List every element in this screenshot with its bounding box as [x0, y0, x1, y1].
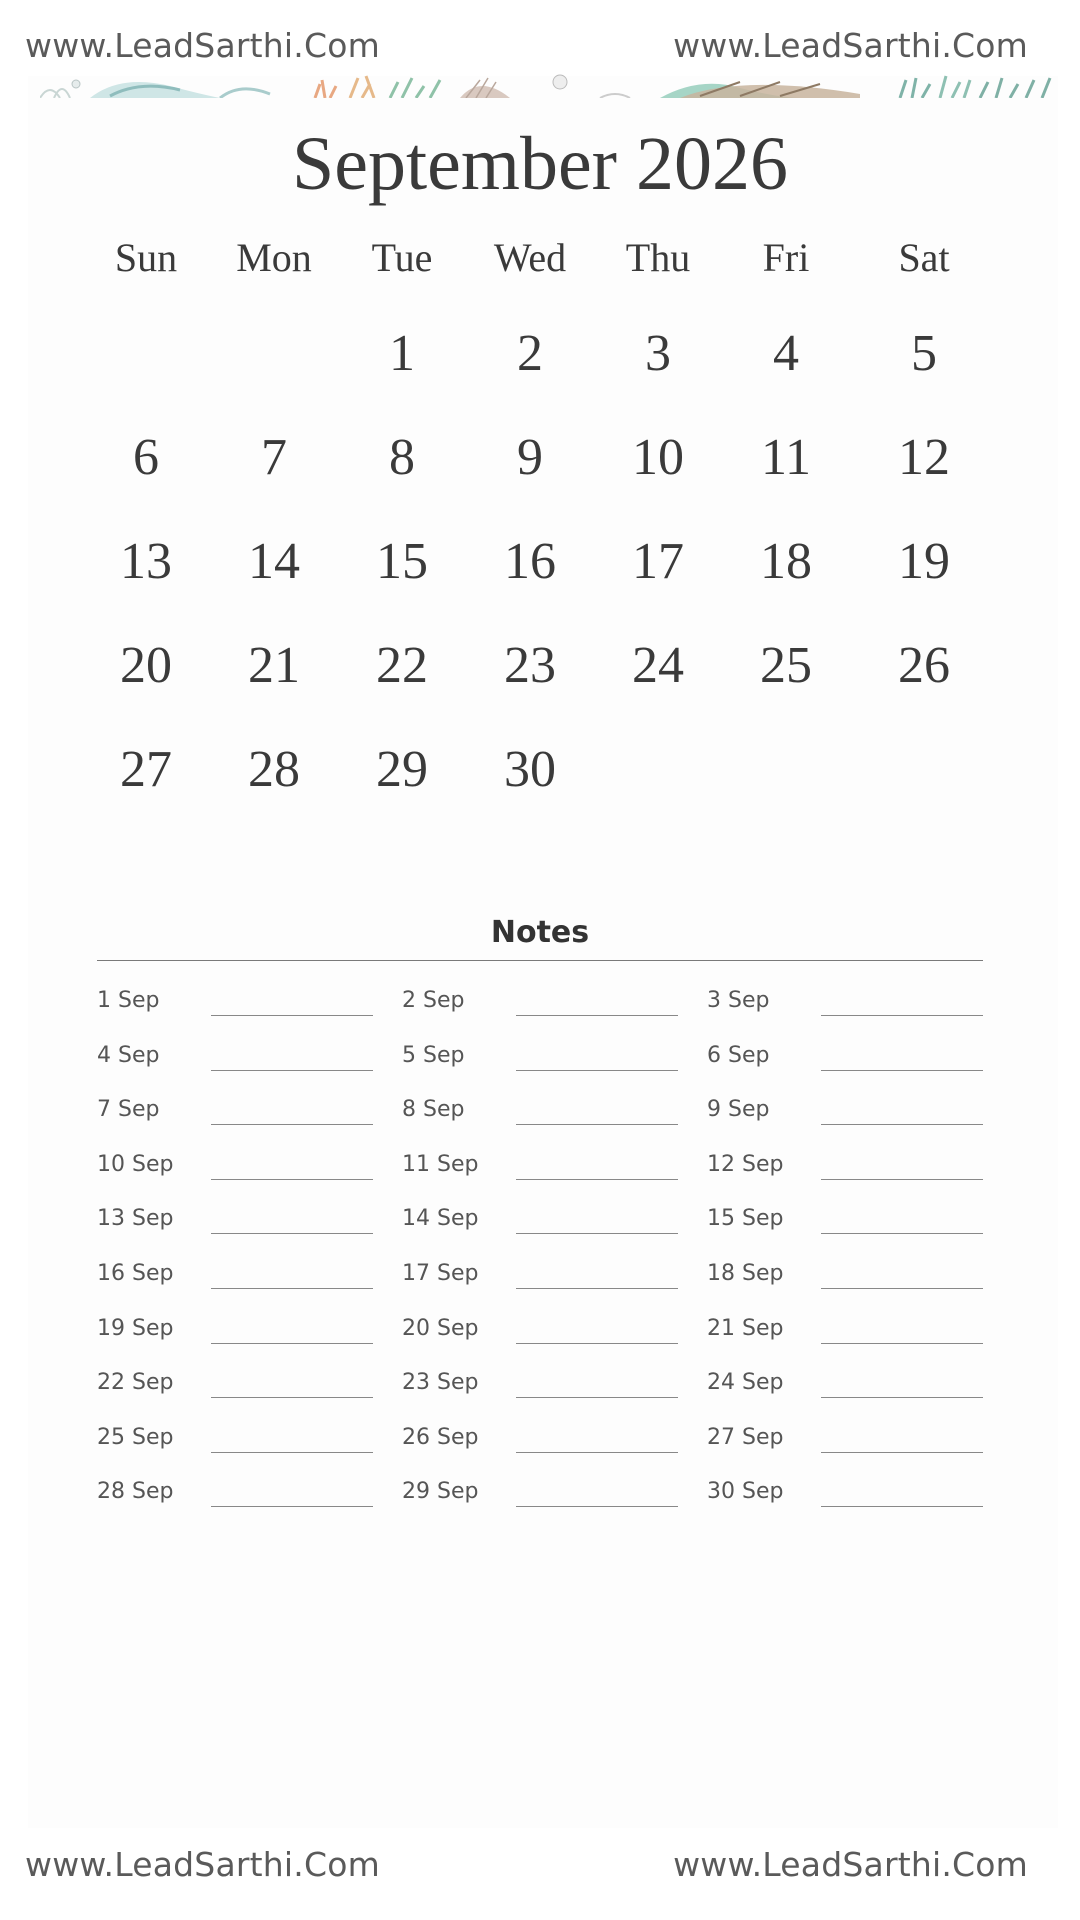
note-date-label: 20 Sep — [402, 1315, 479, 1341]
note-date-label: 26 Sep — [402, 1424, 479, 1450]
notes-divider — [97, 960, 983, 961]
note-write-line — [821, 1233, 983, 1234]
note-date-label: 18 Sep — [707, 1261, 784, 1286]
note-date-label: 12 Sep — [707, 1151, 784, 1177]
note-date-label: 27 Sep — [707, 1424, 784, 1450]
watermark-bottom-right: www.LeadSarthi.Com — [673, 1845, 1028, 1884]
note-write-line — [211, 1506, 373, 1507]
note-date-label: 17 Sep — [402, 1261, 479, 1286]
calendar-day-26: 26 — [898, 637, 950, 694]
note-date-label: 8 Sep — [402, 1097, 465, 1123]
calendar-day-9: 9 — [517, 429, 543, 486]
note-date-label: 24 Sep — [707, 1370, 784, 1396]
watermark-top-right: www.LeadSarthi.Com — [673, 26, 1028, 65]
note-write-line — [821, 1397, 983, 1398]
note-date-label: 13 Sep — [97, 1206, 174, 1232]
note-write-line — [516, 1343, 678, 1344]
note-date-label: 19 Sep — [97, 1315, 174, 1341]
note-date-label: 6 Sep — [707, 1042, 770, 1068]
note-date-label: 5 Sep — [402, 1042, 465, 1068]
note-write-line — [211, 1452, 373, 1453]
calendar-day-2: 2 — [517, 325, 543, 382]
note-write-line — [211, 1015, 373, 1016]
month-title: September 2026 — [291, 122, 788, 206]
calendar-day-3: 3 — [645, 325, 671, 382]
calendar-day-23: 23 — [504, 637, 556, 694]
note-write-line — [821, 1506, 983, 1507]
calendar-day-24: 24 — [632, 637, 684, 694]
note-write-line — [211, 1288, 373, 1289]
coral-seashell-illustration — [40, 74, 1056, 98]
note-write-line — [821, 1452, 983, 1453]
note-date-label: 15 Sep — [707, 1206, 784, 1232]
note-date-label: 7 Sep — [97, 1097, 160, 1123]
note-date-label: 22 Sep — [97, 1370, 174, 1396]
note-write-line — [211, 1397, 373, 1398]
note-write-line — [516, 1397, 678, 1398]
calendar-day-28: 28 — [248, 741, 300, 798]
calendar-day-21: 21 — [248, 637, 300, 694]
watermark-top-left: www.LeadSarthi.Com — [25, 26, 380, 65]
note-date-label: 3 Sep — [707, 988, 770, 1013]
note-write-line — [516, 1124, 678, 1125]
weekday-mon: Mon — [236, 235, 312, 280]
note-date-label: 29 Sep — [402, 1479, 479, 1505]
calendar-day-8: 8 — [389, 429, 415, 486]
note-write-line — [821, 1124, 983, 1125]
note-write-line — [821, 1070, 983, 1071]
note-write-line — [211, 1179, 373, 1180]
watermark-bottom-left: www.LeadSarthi.Com — [25, 1845, 380, 1884]
calendar-day-17: 17 — [632, 533, 684, 590]
note-date-label: 28 Sep — [97, 1479, 174, 1505]
calendar-day-4: 4 — [773, 325, 799, 382]
weekday-thu: Thu — [625, 235, 691, 280]
weekday-tue: Tue — [371, 235, 433, 280]
calendar-day-29: 29 — [376, 741, 428, 798]
note-date-label: 10 Sep — [97, 1151, 174, 1177]
weekday-sun: Sun — [114, 235, 178, 280]
calendar-day-13: 13 — [120, 533, 172, 590]
calendar-day-7: 7 — [261, 429, 287, 486]
note-write-line — [516, 1288, 678, 1289]
calendar-day-20: 20 — [120, 637, 172, 694]
note-write-line — [821, 1179, 983, 1180]
note-write-line — [821, 1288, 983, 1289]
note-date-label: 11 Sep — [402, 1151, 479, 1177]
calendar-day-15: 15 — [376, 533, 428, 590]
calendar-day-18: 18 — [760, 533, 812, 590]
note-date-label: 25 Sep — [97, 1424, 174, 1450]
note-date-label: 9 Sep — [707, 1097, 770, 1123]
note-write-line — [821, 1015, 983, 1016]
note-write-line — [211, 1343, 373, 1344]
note-date-label: 30 Sep — [707, 1479, 784, 1505]
note-date-label: 2 Sep — [402, 988, 465, 1013]
calendar-day-6: 6 — [133, 429, 159, 486]
note-date-label: 14 Sep — [402, 1206, 479, 1232]
calendar-day-12: 12 — [898, 429, 950, 486]
note-date-label: 21 Sep — [707, 1315, 784, 1341]
calendar-day-5: 5 — [911, 325, 937, 382]
note-date-label: 1 Sep — [97, 988, 160, 1013]
weekday-wed: Wed — [493, 235, 567, 280]
note-date-label: 4 Sep — [97, 1042, 160, 1068]
calendar-day-1: 1 — [389, 325, 415, 382]
note-date-label: 23 Sep — [402, 1370, 479, 1396]
calendar-day-10: 10 — [632, 429, 684, 486]
weekday-sat: Sat — [898, 235, 950, 280]
note-write-line — [516, 1452, 678, 1453]
notes-title: Notes — [490, 915, 590, 950]
note-write-line — [516, 1233, 678, 1234]
calendar-day-25: 25 — [760, 637, 812, 694]
note-write-line — [516, 1015, 678, 1016]
note-write-line — [516, 1179, 678, 1180]
note-write-line — [211, 1233, 373, 1234]
note-write-line — [211, 1070, 373, 1071]
note-write-line — [516, 1070, 678, 1071]
calendar-day-27: 27 — [120, 741, 172, 798]
note-write-line — [516, 1506, 678, 1507]
calendar-day-19: 19 — [898, 533, 950, 590]
calendar-day-14: 14 — [248, 533, 300, 590]
note-write-line — [821, 1343, 983, 1344]
calendar-day-11: 11 — [760, 429, 812, 486]
calendar-day-30: 30 — [504, 741, 556, 798]
calendar-day-16: 16 — [504, 533, 556, 590]
note-date-label: 16 Sep — [97, 1261, 174, 1286]
calendar-day-22: 22 — [376, 637, 428, 694]
note-write-line — [211, 1124, 373, 1125]
weekday-fri: Fri — [762, 235, 810, 280]
ocean-decoration-strip — [40, 74, 1056, 98]
